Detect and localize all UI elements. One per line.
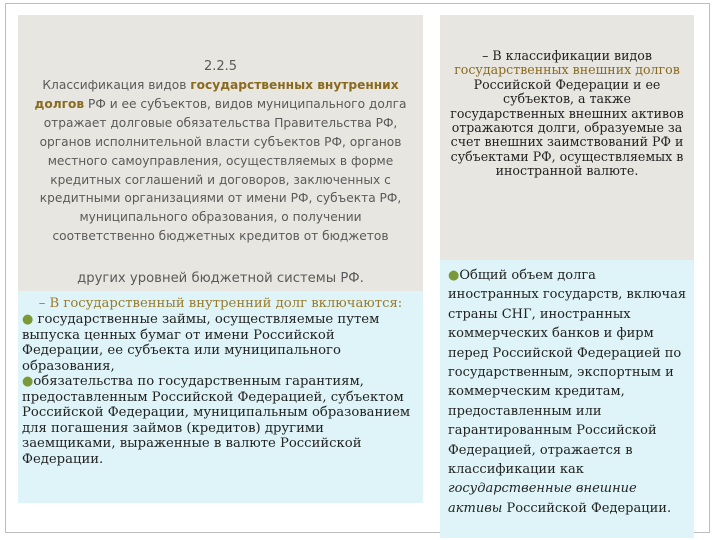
top-right-lead: – В классификации видов — [482, 48, 652, 63]
bottom-right-text-end: Российской Федерации. — [502, 500, 672, 516]
top-left-panel — [18, 15, 423, 291]
bottom-right-panel — [440, 260, 694, 538]
list-item-text: государственные займы, осуществляемые путем выпуска ценных бумаг от имени Российской Федерации, ее субъекта или муниципального образования, — [22, 312, 380, 374]
top-right-highlight: государственных внешних долгов — [454, 62, 680, 78]
top-left-tail: других уровней бюджетной системы РФ. — [77, 271, 364, 286]
bottom-right-text: Общий объем долга иностранных государств, включая страны СНГ, иностранных коммерческих банков и фирм перед Российской Федерацией по государственным, экспортным и коммерческим кредитам, предоставленным или гарантированным Российской Федерацией, отражается в классификации как — [448, 268, 687, 478]
top-left-text-2: РФ и ее субъектов, видов муниципального долга отражает долговые обязательства Правительства РФ, органов исполнительной власти субъектов РФ, органов местного самоуправления, осуществляемых в форме кредитных соглашений и договоров, заключенных с кредитными организациями от имени РФ, субъекта РФ, муниципального образования, о получении соответственно бюджетных кредитов от бюджетов — [39, 96, 407, 244]
bullet-icon: ● — [22, 374, 34, 389]
top-right-paragraph — [440, 15, 694, 179]
bullet-icon: ● — [448, 268, 460, 283]
section-number: 2.2.5 — [203, 59, 238, 74]
list-item — [18, 374, 423, 467]
top-left-paragraph — [18, 74, 423, 246]
bottom-right-italic: государственные внешние активы — [448, 481, 637, 516]
bottom-left-panel — [18, 291, 423, 503]
top-left-highlight: государственных внутренних долгов — [34, 78, 399, 111]
list-item-text: обязательства по государственным гарантиям, предоставленным Российской Федерацией, субъектом Российской Федерации, муниципальным образованием для погашения займов (кредитов) другими заемщиками, выраженные в валюте Российской Федерации. — [22, 374, 411, 467]
top-right-panel — [440, 15, 694, 260]
bullet-icon: ● — [22, 312, 34, 327]
top-left-text-1: Классификация видов — [42, 78, 191, 92]
bottom-left-heading: – В государственный внутренний долг включаются: — [38, 296, 403, 311]
bottom-right-paragraph — [440, 260, 694, 518]
top-right-text: Российской Федерации и ее субъектов, а также государственных внешних активов отражаются долги, образуемые за счет внешних заимствований РФ и субъектами РФ, осуществляемых в иностранной валюте. — [450, 76, 684, 179]
list-item — [18, 312, 423, 374]
